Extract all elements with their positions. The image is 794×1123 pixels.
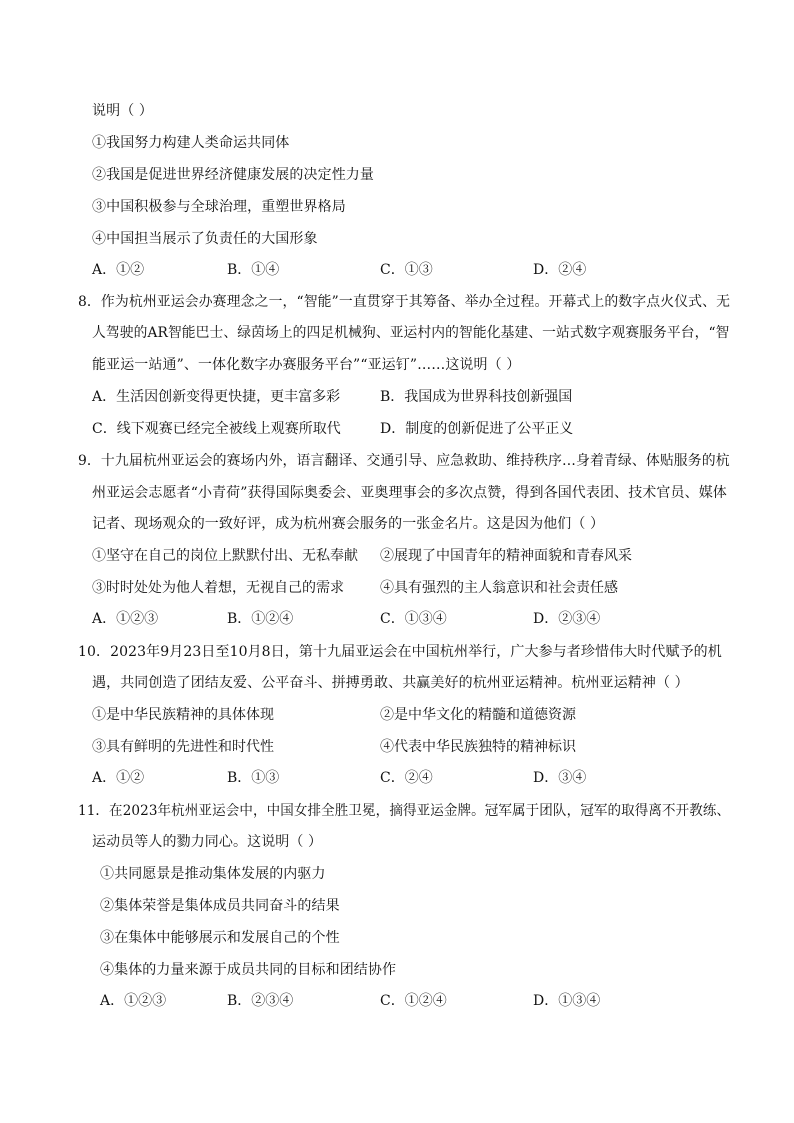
q10-statement-2: ②是中华文化的精髓和道德资源 xyxy=(380,707,576,723)
q9-option-a: A．①②③ xyxy=(92,611,159,627)
q7-stem-tail: 说明（ ） xyxy=(92,103,153,119)
q10-option-a: A．①② xyxy=(92,770,145,786)
q11-option-b: B．②③④ xyxy=(227,993,294,1009)
q7-statement-2: ②我国是促进世界经济健康发展的决定性力量 xyxy=(92,167,374,183)
q10-statement-1: ①是中华民族精神的具体体现 xyxy=(92,707,274,723)
q7-option-d: D．②④ xyxy=(533,262,587,278)
q10-stem-line-1: 10．2023年9月23日至10月8日，第十九届亚运会在中国杭州举行，广大参与者珍惜伟大时代赋予的机 xyxy=(78,644,722,660)
q10-statement-3: ③具有鲜明的先进性和时代性 xyxy=(92,739,274,755)
q11-stem-line-1: 11．在2023年杭州亚运会中，中国女排全胜卫冕，摘得亚运金牌。冠军属于团队，冠军的取得离不开教练、 xyxy=(78,803,731,819)
q11-statement-3: ③在集体中能够展示和发展自己的个性 xyxy=(100,930,340,946)
q9-stem-line-1: 9．十九届杭州亚运会的赛场内外，语言翻译、交通引导、应急救助、维持秩序…身着青绿、体贴服务的杭 xyxy=(78,453,730,469)
q8-stem-line-3: 能亚运一站通”、一体化数字办赛服务平台”“亚运钉”……这说明（ ） xyxy=(92,357,521,373)
q11-option-a: A．①②③ xyxy=(100,993,167,1009)
q11-option-c: C．①②④ xyxy=(380,993,447,1009)
q9-statement-2: ②展现了中国青年的精神面貌和青春风采 xyxy=(380,548,632,564)
q9-statement-1: ①坚守在自己的岗位上默默付出、无私奉献 xyxy=(92,548,358,564)
q11-option-d: D．①③④ xyxy=(533,993,601,1009)
q7-statement-3: ③中国积极参与全球治理，重塑世界格局 xyxy=(92,199,346,215)
q9-stem-line-3: 记者、现场观众的一致好评，成为杭州赛会服务的一张金名片。这是因为他们（ ） xyxy=(92,516,605,532)
q7-option-c: C．①③ xyxy=(380,262,433,278)
q9-option-b: B．①②④ xyxy=(227,611,294,627)
q7-option-b: B．①④ xyxy=(227,262,280,278)
q10-option-d: D．③④ xyxy=(533,770,587,786)
q10-stem-line-2: 遇，共同创造了团结友爱、公平奋斗、拼搏勇敢、共赢美好的杭州亚运精神。杭州亚运精神（ ） xyxy=(92,675,689,691)
q9-stem-line-2: 州亚运会志愿者“小青荷”获得国际奥委会、亚奥理事会的多次点赞，得到各国代表团、技术官员、媒体 xyxy=(92,485,727,501)
q11-statement-4: ④集体的力量来源于成员共同的目标和团结协作 xyxy=(100,962,397,978)
q11-statement-1: ①共同愿景是推动集体发展的内驱力 xyxy=(100,866,326,882)
q7-option-a: A．①② xyxy=(92,262,145,278)
q9-option-c: C．①③④ xyxy=(380,611,447,627)
q7-statement-1: ①我国努力构建人类命运共同体 xyxy=(92,135,290,151)
q8-stem-line-1: 8．作为杭州亚运会办赛理念之一，“智能”一直贯穿于其筹备、举办全过程。开幕式上的数字点火仪式、无 xyxy=(78,294,731,310)
q11-statement-2: ②集体荣誉是集体成员共同奋斗的结果 xyxy=(100,898,340,914)
q8-option-d: D．制度的创新促进了公平正义 xyxy=(380,421,574,437)
q8-stem-line-2: 人驾驶的AR智能巴士、绿茵场上的四足机械狗、亚运村内的智能化基建、一站式数字观赛服务平台，“智 xyxy=(92,325,730,341)
q7-statement-4: ④中国担当展示了负责任的大国形象 xyxy=(92,231,318,247)
q10-statement-4: ④代表中华民族独特的精神标识 xyxy=(380,739,576,755)
q9-option-d: D．②③④ xyxy=(533,611,601,627)
q11-stem-line-2: 运动员等人的勠力同心。这说明（ ） xyxy=(92,834,323,850)
q10-option-c: C．②④ xyxy=(380,770,433,786)
q10-option-b: B．①③ xyxy=(227,770,280,786)
q8-option-c: C．线下观赛已经完全被线上观赛所取代 xyxy=(92,421,341,437)
q8-option-b: B．我国成为世界科技创新强国 xyxy=(380,389,573,405)
q9-statement-4: ④具有强烈的主人翁意识和社会责任感 xyxy=(380,580,618,596)
q8-option-a: A．生活因创新变得更快捷，更丰富多彩 xyxy=(92,389,341,405)
q9-statement-3: ③时时处处为他人着想，无视自己的需求 xyxy=(92,580,344,596)
